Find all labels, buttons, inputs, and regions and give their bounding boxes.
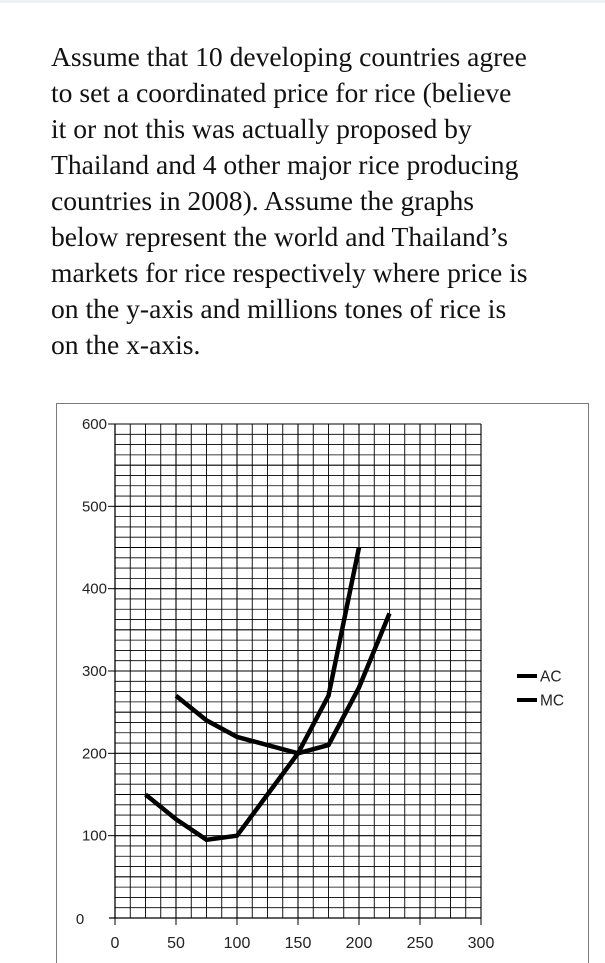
legend-label-ac: AC xyxy=(540,668,562,686)
legend-label-mc: MC xyxy=(540,692,565,710)
y-tick-label: 600 xyxy=(81,416,107,433)
question-line: below represent the world and Thailand’s xyxy=(51,221,508,252)
question-line: to set a coordinated price for rice (believe xyxy=(51,77,512,108)
y-tick-label: 0 xyxy=(75,911,85,928)
y-tick-label: 200 xyxy=(81,745,107,763)
grid-major xyxy=(115,424,481,918)
x-tick-label: 100 xyxy=(223,935,251,952)
x-tick-label: 150 xyxy=(284,935,312,952)
axes xyxy=(108,424,481,925)
x-tick-label: 250 xyxy=(406,935,434,952)
question-line: on the y-axis and millions tones of rice is xyxy=(51,293,507,324)
legend xyxy=(517,669,564,710)
y-tick-label: 500 xyxy=(81,498,107,516)
x-tick-label: 0 xyxy=(110,935,120,952)
question-line: countries in 2008). Assume the graphs xyxy=(51,185,475,216)
question-line: markets for rice respectively where price is xyxy=(51,257,528,288)
y-tick-label: 300 xyxy=(81,663,107,680)
y-tick-label: 100 xyxy=(81,827,107,845)
question-line: on the x-axis. xyxy=(51,329,201,360)
question-line: it or not this was actually proposed by xyxy=(51,113,472,144)
question-line: Assume that 10 developing countries agree xyxy=(51,41,527,72)
y-tick-label: 400 xyxy=(81,580,107,598)
x-tick-label: 200 xyxy=(345,935,373,952)
x-tick-label: 300 xyxy=(467,935,495,952)
question-line: Thailand and 4 other major rice producing xyxy=(51,149,519,180)
x-tick-label: 50 xyxy=(167,935,185,952)
